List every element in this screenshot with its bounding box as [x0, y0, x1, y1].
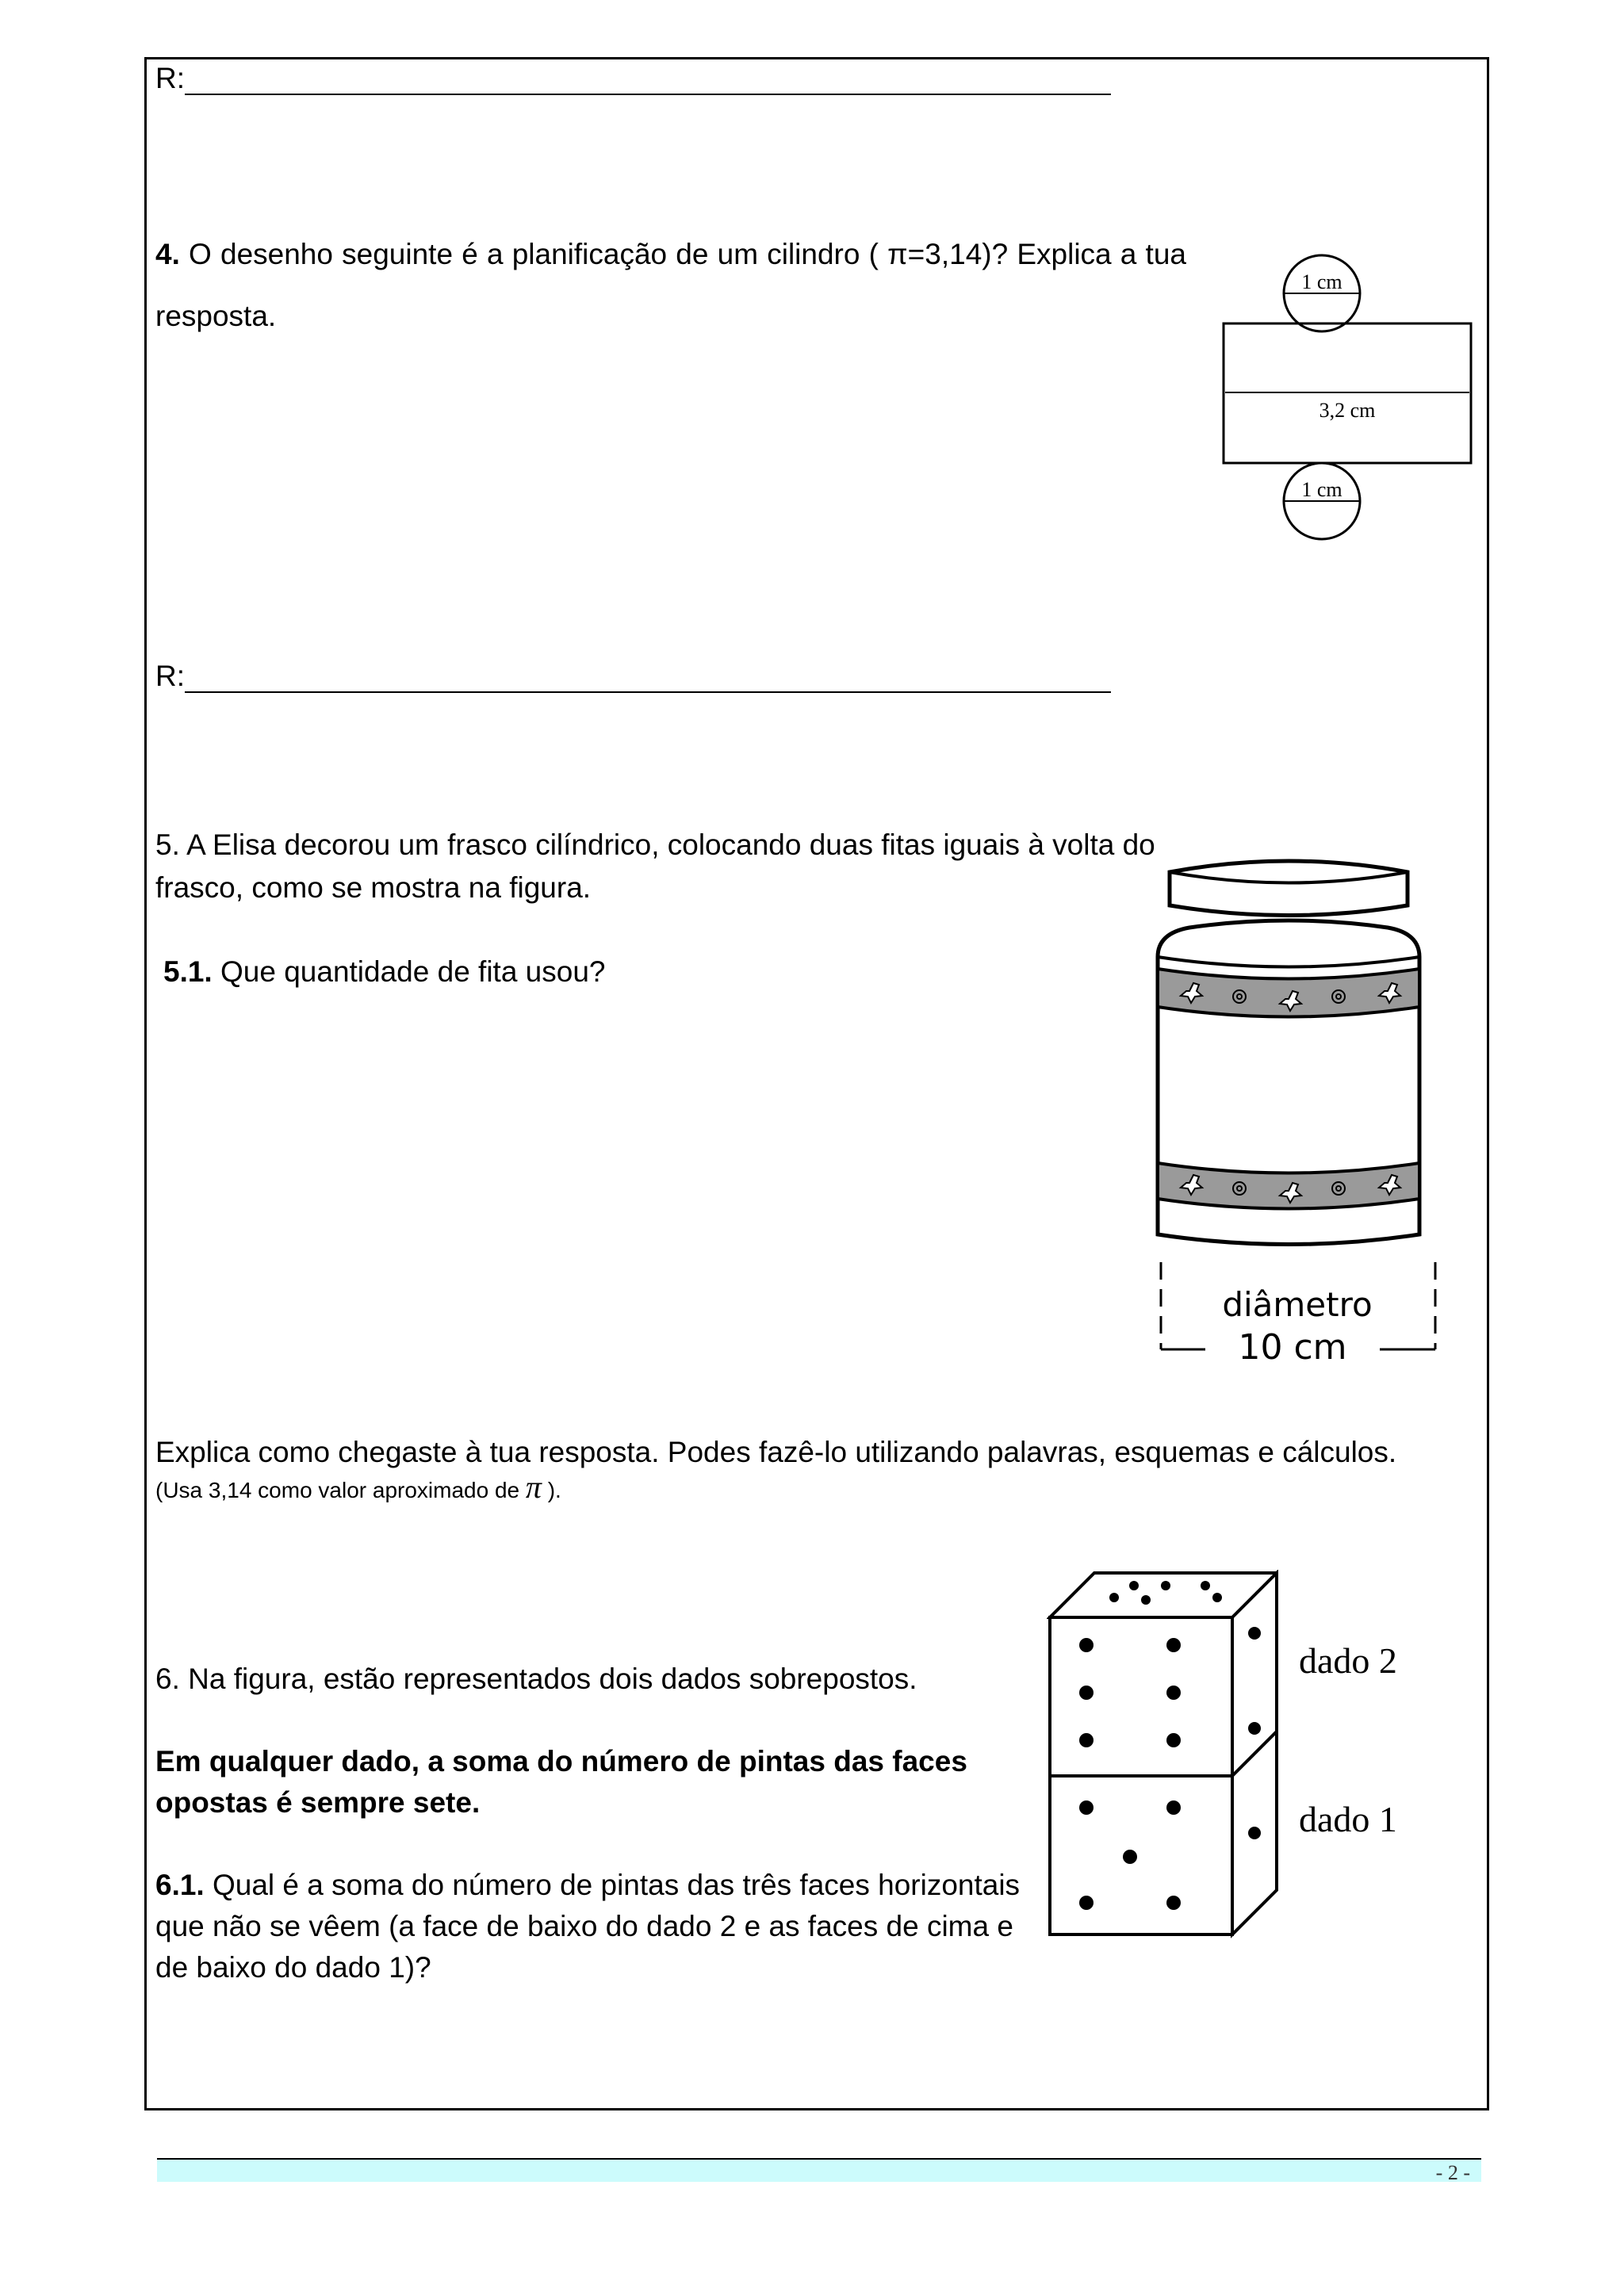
question-6-rule-line-2: opostas é sempre sete. — [155, 1786, 481, 1819]
question-6-1-text-1: Qual é a soma do número de pintas das três faces horizontais — [204, 1869, 1021, 1901]
jar-diameter-value: 10 cm — [1238, 1327, 1347, 1368]
question-5-line-1: 5. A Elisa decorou um frasco cilíndrico, colocando duas fitas iguais à volta do — [155, 828, 1155, 861]
question-4-text — [155, 224, 1186, 347]
page-number: - 2 - — [1435, 2161, 1470, 2184]
question-5-1-text: Que quantidade de fita usou? — [212, 955, 606, 988]
question-5-1-number: 5.1. — [163, 955, 213, 988]
net-top-label: 1 cm — [1301, 270, 1342, 293]
answer-prefix-2: R: — [155, 660, 185, 692]
question-6-1-line-1 — [155, 1865, 1020, 1906]
die2-label: dado 2 — [1299, 1640, 1397, 1681]
question-5-note — [155, 1471, 561, 1506]
question-5-1 — [163, 951, 606, 993]
jar-diameter-label: diâmetro — [1222, 1285, 1373, 1324]
question-6-1-line-2: que não se vêem (a face de baixo do dado 2 e as faces de cima e — [155, 1910, 1013, 1942]
dice-figure — [1047, 1570, 1459, 1950]
question-4-body: O desenho seguinte é a planificação de um cilindro ( π=3,14)? Explica a tua resposta. — [155, 238, 1186, 332]
question-4-number: 4. — [155, 238, 180, 270]
answer-prefix: R: — [155, 62, 185, 94]
note-suffix: ). — [541, 1478, 561, 1502]
question-5-explain: Explica como chegaste à tua resposta. Podes fazê-lo utilizando palavras, esquemas e cálculos. — [155, 1436, 1397, 1468]
die1-label: dado 1 — [1299, 1799, 1397, 1839]
jar-figure — [1142, 850, 1467, 1373]
answer-line-1[interactable] — [155, 62, 1111, 95]
die2-front-face — [1050, 1617, 1232, 1776]
pi-symbol: π — [525, 1469, 542, 1505]
net-rect-label: 3,2 cm — [1319, 399, 1376, 422]
footer-bar — [157, 2158, 1481, 2182]
question-6-1-line-3: de baixo do dado 1)? — [155, 1951, 431, 1984]
note-prefix: (Usa 3,14 como valor aproximado de — [155, 1478, 526, 1502]
answer-line-2[interactable] — [155, 660, 1111, 693]
question-5-line-2: frasco, como se mostra na figura. — [155, 871, 592, 904]
question-6-text: 6. Na figura, estão representados dois dados sobrepostos. — [155, 1663, 917, 1695]
question-6-1-number: 6.1. — [155, 1869, 205, 1901]
question-6-rule-line-1: Em qualquer dado, a soma do número de pintas das faces — [155, 1745, 967, 1777]
die1-front-face — [1050, 1776, 1232, 1934]
jar-lid — [1170, 861, 1408, 916]
cylinder-net-figure — [1213, 246, 1483, 547]
net-bottom-label: 1 cm — [1301, 478, 1342, 501]
